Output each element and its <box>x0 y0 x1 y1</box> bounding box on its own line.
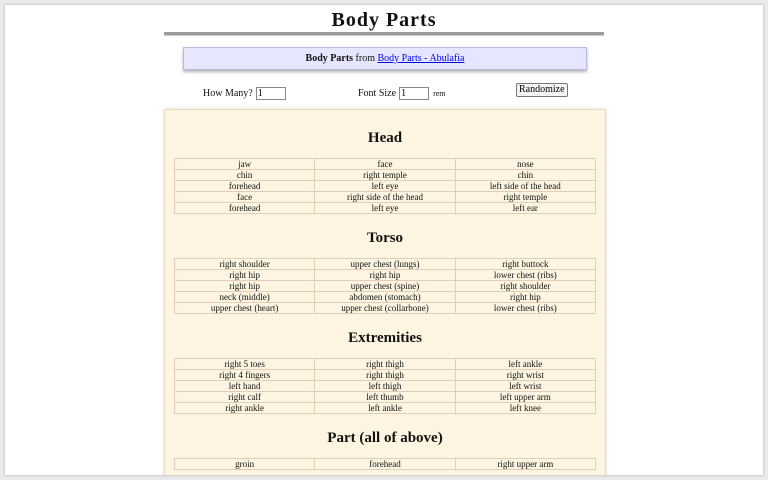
results-table <box>174 258 596 314</box>
table-row <box>175 381 596 392</box>
table-cell: lower chest (ribs) <box>455 270 595 281</box>
source-banner <box>183 47 587 70</box>
section-heading: Head <box>367 130 403 146</box>
table-cell: left side of the head <box>455 181 595 192</box>
table-row <box>175 203 596 214</box>
controls-bar <box>5 83 763 103</box>
how-many-input[interactable] <box>256 87 286 100</box>
table-cell: right temple <box>455 192 595 203</box>
table-cell: lower chest (ribs) <box>455 303 595 314</box>
table-cell: right hip <box>315 270 455 281</box>
table-cell: left thumb <box>315 392 455 403</box>
table-cell: nose <box>455 159 595 170</box>
table-cell: jaw <box>175 159 315 170</box>
how-many-label: How Many? <box>203 87 253 99</box>
table-cell: right upper arm <box>455 459 595 470</box>
how-many-control <box>203 83 286 103</box>
table-cell: face <box>175 192 315 203</box>
table-cell: forehead <box>175 203 315 214</box>
table-cell: left eye <box>315 181 455 192</box>
table-row <box>175 403 596 414</box>
section-extremities <box>165 328 605 413</box>
table-cell: right hip <box>175 270 315 281</box>
randomize-button[interactable]: Randomize <box>516 83 568 97</box>
section-part-all-of-above <box>165 428 605 469</box>
source-from: from <box>355 53 375 64</box>
title-divider <box>164 32 604 36</box>
results-table <box>174 458 596 470</box>
table-cell: right hip <box>175 281 315 292</box>
table-cell: chin <box>175 170 315 181</box>
table-cell: left eye <box>315 203 455 214</box>
table-row <box>175 392 596 403</box>
section-heading: Torso <box>366 230 404 246</box>
table-row <box>175 192 596 203</box>
table-cell: right temple <box>315 170 455 181</box>
section-head <box>165 128 605 213</box>
font-size-input[interactable] <box>399 87 429 100</box>
table-row <box>175 292 596 303</box>
table-cell: right hip <box>455 292 595 303</box>
table-cell: right calf <box>175 392 315 403</box>
table-cell: left upper arm <box>455 392 595 403</box>
table-cell: upper chest (heart) <box>175 303 315 314</box>
table-cell: right wrist <box>455 370 595 381</box>
table-row <box>175 370 596 381</box>
table-cell: right thigh <box>315 359 455 370</box>
table-cell: right ankle <box>175 403 315 414</box>
page-title: Body Parts <box>331 9 437 31</box>
page <box>5 5 763 475</box>
table-row <box>175 181 596 192</box>
table-row <box>175 459 596 470</box>
font-size-label: Font Size <box>358 87 397 99</box>
table-cell: right 4 fingers <box>175 370 315 381</box>
table-cell: right 5 toes <box>175 359 315 370</box>
table-cell: left knee <box>455 403 595 414</box>
table-cell: right shoulder <box>455 281 595 292</box>
section-heading: Part (all of above) <box>327 430 443 446</box>
table-cell: right thigh <box>315 370 455 381</box>
section-torso <box>165 228 605 313</box>
table-cell: left ankle <box>455 359 595 370</box>
table-row <box>175 281 596 292</box>
table-row <box>175 159 596 170</box>
source-link[interactable]: Body Parts - Abulafia <box>377 53 465 64</box>
source-title: Body Parts <box>305 53 354 64</box>
table-cell: upper chest (lungs) <box>315 259 455 270</box>
results-panel <box>164 109 606 475</box>
table-row <box>175 259 596 270</box>
table-cell: chin <box>455 170 595 181</box>
table-cell: left wrist <box>455 381 595 392</box>
table-cell: right shoulder <box>175 259 315 270</box>
table-cell: forehead <box>315 459 455 470</box>
font-size-control <box>358 83 446 103</box>
table-cell: abdomen (stomach) <box>315 292 455 303</box>
table-cell: right side of the head <box>315 192 455 203</box>
table-row <box>175 359 596 370</box>
table-cell: upper chest (collarbone) <box>315 303 455 314</box>
table-cell: left ear <box>455 203 595 214</box>
table-cell: left thigh <box>315 381 455 392</box>
table-cell: left hand <box>175 381 315 392</box>
table-row <box>175 270 596 281</box>
table-row <box>175 303 596 314</box>
section-heading: Extremities <box>348 330 422 346</box>
table-cell: forehead <box>175 181 315 192</box>
table-cell: groin <box>175 459 315 470</box>
font-size-unit: rem <box>433 88 446 98</box>
table-cell: upper chest (spine) <box>315 281 455 292</box>
table-cell: left ankle <box>315 403 455 414</box>
table-cell: neck (middle) <box>175 292 315 303</box>
table-row <box>175 170 596 181</box>
table-cell: face <box>315 159 455 170</box>
table-cell: right buttock <box>455 259 595 270</box>
results-table <box>174 158 596 214</box>
results-table <box>174 358 596 414</box>
